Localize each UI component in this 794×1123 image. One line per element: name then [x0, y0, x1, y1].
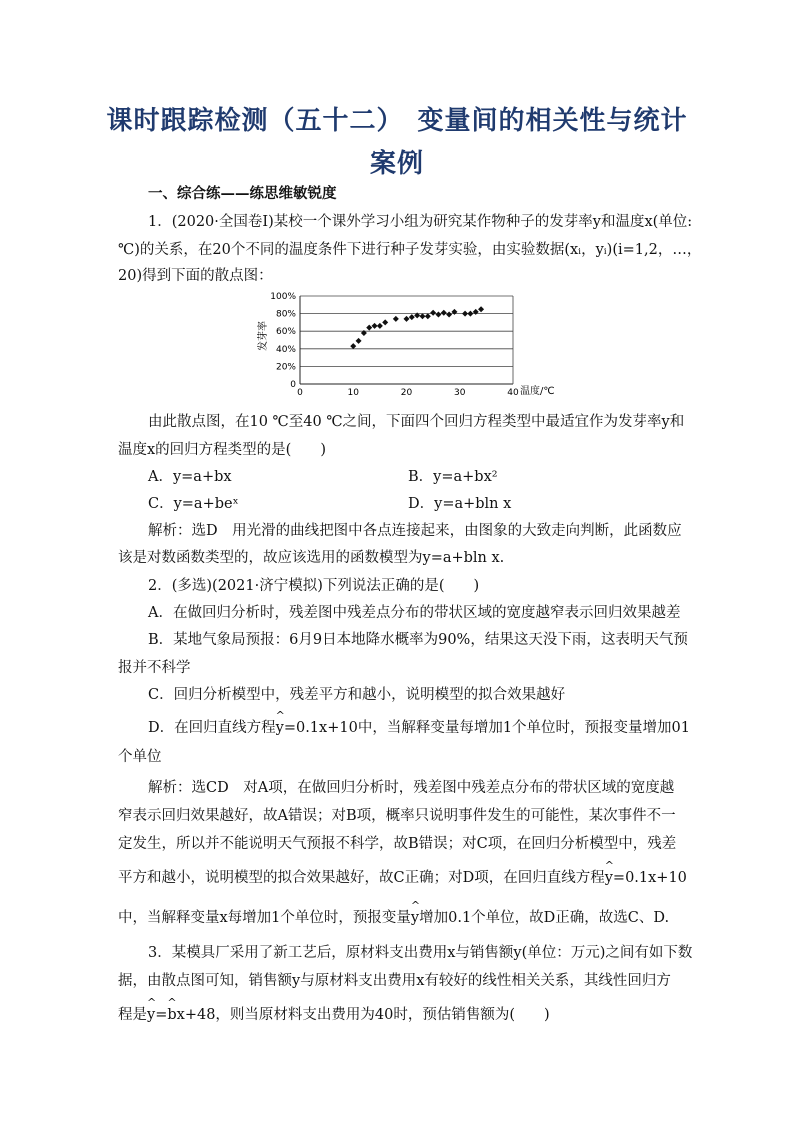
q2-solution-line4: 平方和越小，说明模型的拟合效果越好，故C正确；对D项，在回归直线方程^ y=0.1x+10	[118, 866, 687, 887]
data-point	[441, 310, 447, 316]
section-heading: 一、综合练——练思维敏锐度	[148, 185, 337, 202]
q1-line3: 20)得到下面的散点图：	[118, 268, 273, 284]
data-point	[419, 313, 425, 319]
x-tick-label: 40	[507, 388, 519, 398]
q1-after-line2: 温度x的回归方程类型的是( )	[118, 442, 326, 458]
data-point	[350, 343, 356, 349]
scatter-chart	[254, 288, 574, 406]
data-point	[467, 311, 473, 317]
chart-x-label: 温度/℃	[520, 386, 555, 397]
x-tick-label: 10	[347, 388, 359, 398]
q3-line1: 3．某模具厂采用了新工艺后，原材料支出费用x与销售额y(单位：万元)之间有如下数	[148, 945, 693, 961]
data-point	[462, 311, 468, 317]
y-tick-label: 80%	[275, 309, 296, 320]
data-point	[409, 314, 415, 320]
y-tick-label: 20%	[275, 362, 296, 373]
q1-line2: ℃)的关系，在20个不同的温度条件下进行种子发芽实验，由实验数据(xᵢ，yᵢ)(i=1,2，…，	[118, 242, 702, 258]
data-point	[430, 310, 436, 316]
page-title-continued: 案例	[369, 149, 424, 179]
q1-option-c: C．y=a+beˣ	[148, 496, 239, 512]
y-tick-label: 0	[290, 380, 296, 390]
q3-line3: 程是^ y=^ bx+48，则当原材料支出费用为40时，预估销售额为( )	[118, 1003, 550, 1024]
q3-line2: 据，由散点图可知，销售额y与原材料支出费用x有较好的线性相关关系，其线性回归方	[118, 973, 671, 989]
data-point	[377, 323, 383, 329]
data-point	[393, 316, 399, 322]
q2-option-a: A．在做回归分析时，残差图中残差点分布的带状区域的宽度越窄表示回归效果越差	[148, 605, 681, 621]
page-title: 课时跟踪检测（五十二） 变量间的相关性与统计	[106, 106, 688, 136]
q2-option-d-line1: D．在回归直线方程^ y=0.1x+10中，当解释变量每增加1个单位时，预报变量增加01	[148, 716, 690, 737]
chart-y-label: 发芽率	[258, 321, 269, 351]
q2-option-b-line1: B．某地气象局预报：6月9日本地降水概率为90%，结果这天没下雨，这表明天气预	[148, 632, 688, 648]
data-point	[382, 319, 388, 325]
y-tick-label: 40%	[275, 344, 296, 355]
b-hat-symbol: ^ b	[167, 1007, 176, 1023]
x-tick-label: 30	[454, 388, 466, 398]
data-point	[356, 338, 362, 344]
q1-line1: 1．(2020·全国卷Ⅰ)某校一个课外学习小组为研究某作物种子的发芽率y和温度x(单位:	[148, 214, 693, 230]
q2-solution-line1: 解析：选CD 对A项，在做回归分析时，残差图中残差点分布的带状区域的宽度越	[148, 780, 675, 796]
q1-solution-line1: 解析：选D 用光滑的曲线把图中各点连接起来，由图象的大致走向判断，此函数应	[148, 523, 682, 539]
q2-option-b-line2: 报并不科学	[118, 660, 191, 676]
y-hat-symbol: ^ y	[147, 1007, 155, 1023]
q1-option-a: A．y=a+bx	[148, 469, 232, 485]
y-hat-symbol: ^ y	[411, 910, 419, 926]
chart-points	[350, 306, 484, 349]
y-hat-symbol: ^ y	[276, 720, 284, 736]
q2-solution-line3: 定发生，所以并不能说明天气预报不科学，故B错误；对C项，在回归分析模型中，残差	[118, 836, 677, 852]
q2-solution-line2: 窄表示回归效果越好，故A错误；对B项，概率只说明事件发生的可能性，某次事件不一	[118, 808, 676, 824]
data-point	[366, 325, 372, 331]
y-tick-label: 60%	[275, 327, 296, 338]
q1-option-b: B．y=a+bx²	[408, 469, 498, 485]
q2-option-d-line2: 个单位	[118, 749, 162, 765]
data-point	[372, 323, 378, 329]
data-point	[446, 311, 452, 317]
q2-solution-line5: 中，当解释变量x每增加1个单位时，预报变量^ y增加0.1个单位，故D正确，故选C、D.	[118, 906, 669, 927]
x-tick-label: 0	[297, 388, 303, 398]
data-point	[425, 313, 431, 319]
q1-option-d: D．y=a+bln x	[408, 496, 512, 512]
q1-solution-line2: 该是对数函数类型的，故应该选用的函数模型为y=a+bln x.	[118, 550, 505, 566]
x-tick-label: 20	[400, 388, 413, 398]
y-tick-label: 100%	[270, 292, 296, 302]
q2-option-c: C．回归分析模型中，残差平方和越小，说明模型的拟合效果越好	[148, 687, 566, 703]
y-hat-symbol: ^ y	[605, 870, 613, 886]
data-point	[435, 311, 441, 317]
data-point	[478, 306, 484, 312]
q2-line1: 2．(多选)(2021·济宁模拟)下列说法正确的是( )	[148, 578, 480, 594]
data-point	[404, 316, 410, 322]
q1-after-line1: 由此散点图，在10 ℃至40 ℃之间，下面四个回归方程类型中最适宜作为发芽率y和	[148, 414, 685, 430]
